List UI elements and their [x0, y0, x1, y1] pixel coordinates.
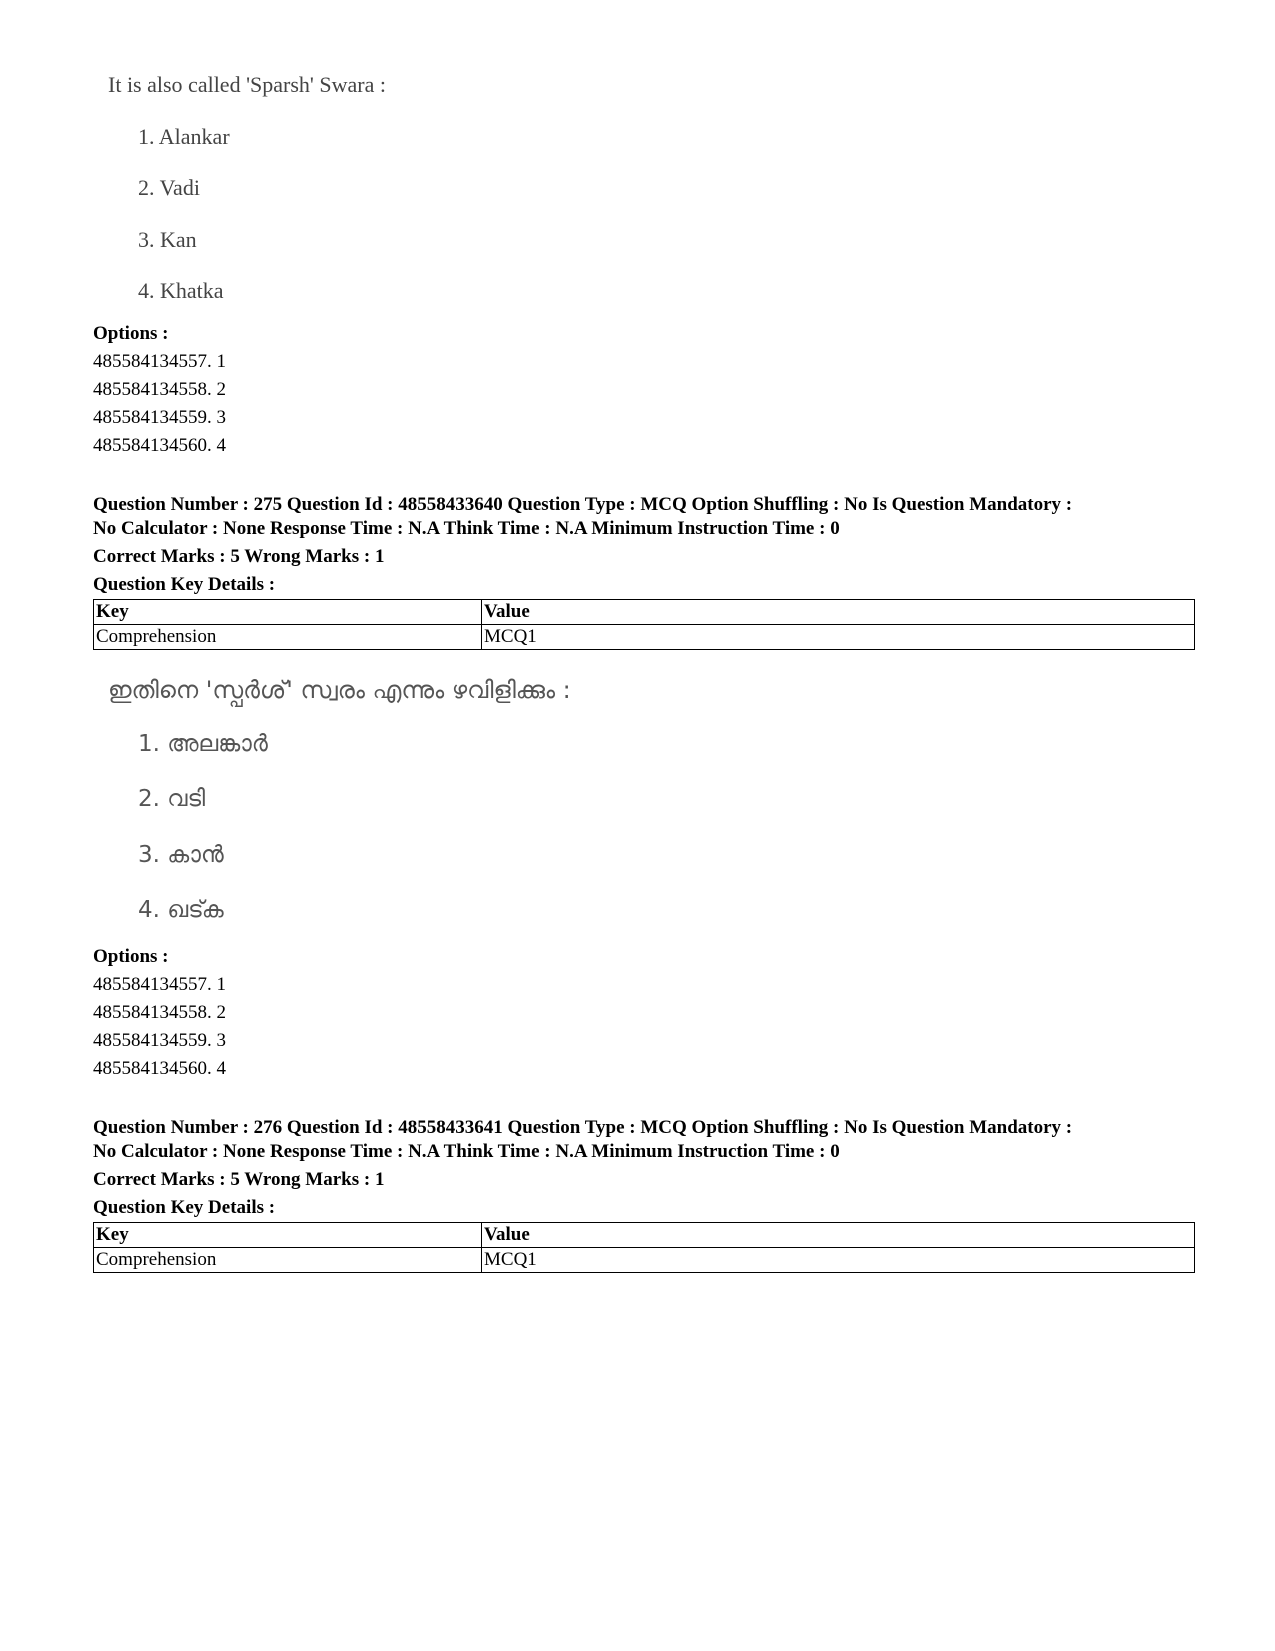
option-item: 485584134557. 1 — [93, 974, 226, 995]
key-details-table — [93, 1222, 1195, 1273]
image-option-3: 3. കാൻ — [138, 842, 224, 868]
meta-line-2: No Calculator : None Response Time : N.A Think Time : N.A Minimum Instruction Time : 0 — [93, 1141, 840, 1162]
option-item: 485584134560. 4 — [93, 435, 226, 456]
option-item: 485584134560. 4 — [93, 1058, 226, 1079]
question-meta — [93, 1116, 1193, 1220]
question-image-english — [108, 72, 386, 303]
table-cell-value: MCQ1 — [482, 625, 1195, 650]
meta-line-1: Question Number : 275 Question Id : 48558433640 Question Type : MCQ Option Shuffling : No Is Question Mandatory : — [93, 494, 1073, 515]
image-option-1: 1. Alankar — [138, 124, 230, 149]
options-header: Options : — [93, 946, 169, 967]
question-meta — [93, 493, 1193, 597]
options-header: Options : — [93, 323, 169, 344]
question-stem: ഇതിനെ 'സ്പർശ്' സ്വരം എന്നും ഴവിളിക്കും : — [108, 676, 571, 704]
options-list — [93, 943, 226, 1083]
table-row — [94, 1248, 1195, 1273]
marks-line: Correct Marks : 5 Wrong Marks : 1 — [93, 546, 385, 567]
question-image-malayalam — [108, 676, 571, 923]
key-details-table — [93, 599, 1195, 650]
image-option-2: 2. Vadi — [138, 175, 200, 200]
table-cell-key: Comprehension — [94, 625, 482, 650]
meta-line-2: No Calculator : None Response Time : N.A Think Time : N.A Minimum Instruction Time : 0 — [93, 518, 840, 539]
table-cell-value: MCQ1 — [482, 1248, 1195, 1273]
marks-line: Correct Marks : 5 Wrong Marks : 1 — [93, 1169, 385, 1190]
option-item: 485584134558. 2 — [93, 379, 226, 400]
table-header-row — [94, 600, 1195, 625]
option-item: 485584134557. 1 — [93, 351, 226, 372]
image-option-2: 2. വടി — [138, 786, 206, 812]
image-option-1: 1. അലങ്കാർ — [138, 731, 268, 757]
table-header-key: Key — [94, 1223, 482, 1248]
meta-line-1: Question Number : 276 Question Id : 48558433641 Question Type : MCQ Option Shuffling : No Is Question Mandatory : — [93, 1117, 1073, 1138]
option-item: 485584134559. 3 — [93, 1030, 226, 1051]
table-header-value: Value — [482, 600, 1195, 625]
image-option-4: 4. Khatka — [138, 278, 224, 303]
option-item: 485584134559. 3 — [93, 407, 226, 428]
options-list — [93, 320, 226, 460]
question-stem: It is also called 'Sparsh' Swara : — [108, 72, 386, 97]
key-details-label: Question Key Details : — [93, 1197, 276, 1218]
table-header-key: Key — [94, 600, 482, 625]
option-item: 485584134558. 2 — [93, 1002, 226, 1023]
table-row — [94, 625, 1195, 650]
table-cell-key: Comprehension — [94, 1248, 482, 1273]
table-header-row — [94, 1223, 1195, 1248]
image-option-3: 3. Kan — [138, 227, 197, 252]
table-header-value: Value — [482, 1223, 1195, 1248]
key-details-label: Question Key Details : — [93, 574, 276, 595]
image-option-4: 4. ഖട്ക — [138, 897, 224, 923]
